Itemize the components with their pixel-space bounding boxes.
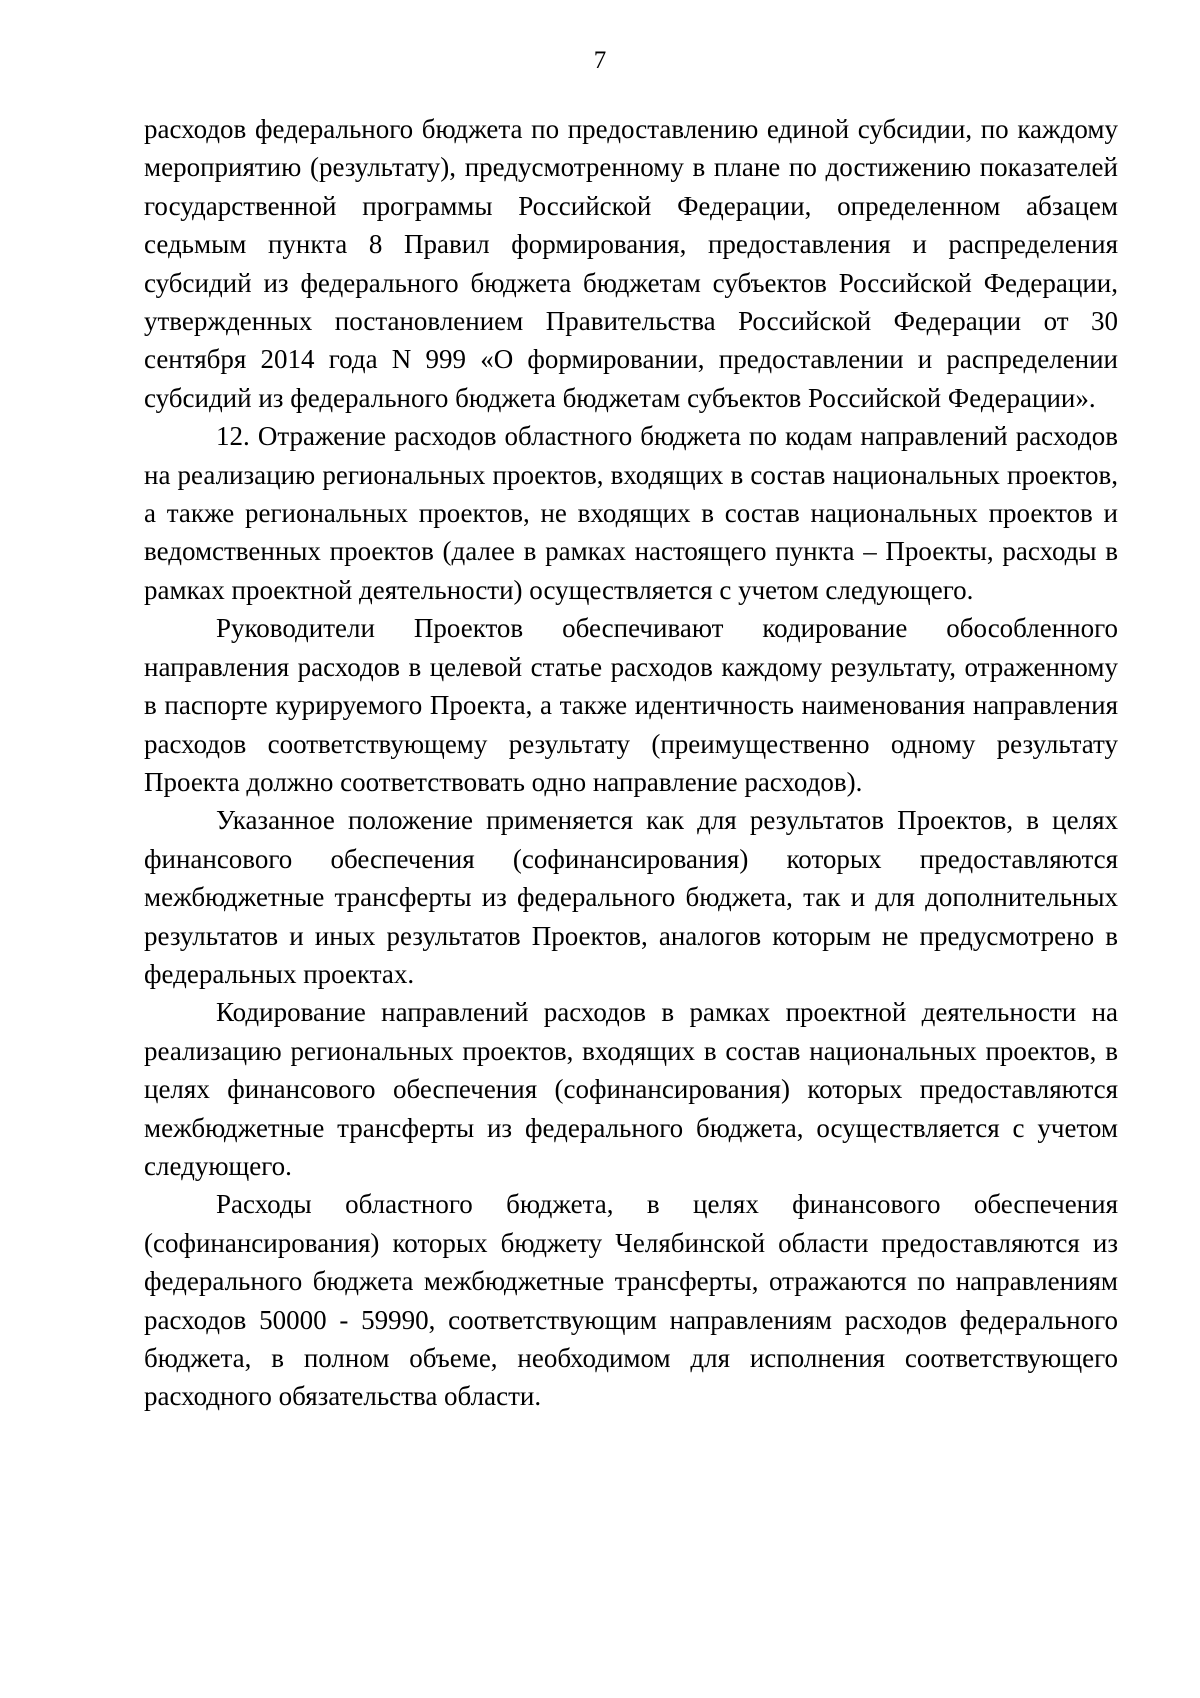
paragraph-continuation: расходов федерального бюджета по предоставлению единой субсидии, по каждому мероприятию (результату), предусмотренному в плане по достижению показателей государственной программы Российской Федерации, определенном абзацем седьмым пункта 8 Правил формирования, предоставления и распределения субсидий из федерального бюджета бюджетам субъектов Российской Федерации, утвержденных постановлением Правительства Российской Федерации от 30 сентября 2014 года N 999 «О формировании, предоставлении и распределении субсидий из федерального бюджета бюджетам субъектов Российской Федерации». [144, 114, 1118, 413]
paragraph-item-12: 12. Отражение расходов областного бюджета по кодам направлений расходов на реализацию региональных проектов, входящих в состав национальных проектов, а также региональных проектов, не входящих в состав национальных проектов и ведомственных проектов (далее в рамках настоящего пункта – Проекты, расходы в рамках проектной деятельности) осуществляется с учетом следующего. [144, 421, 1118, 605]
paragraph-provision-scope: Указанное положение применяется как для результатов Проектов, в целях финансового обеспечения (софинансирования) которых предоставляются межбюджетные трансферты из федерального бюджета, так и для дополнительных результатов и иных результатов Проектов, аналогов которым не предусмотрено в федеральных проектах. [144, 805, 1118, 989]
paragraph-regional-expenses: Расходы областного бюджета, в целях финансового обеспечения (софинансирования) которых бюджету Челябинской области предоставляются из федерального бюджета межбюджетные трансферты, отражаются по направлениям расходов 50000 - 59990, соответствующим направлениям расходов федерального бюджета, в полном объеме, необходимом для исполнения соответствующего расходного обязательства области. [144, 1189, 1118, 1412]
paragraph-coding-rules: Кодирование направлений расходов в рамках проектной деятельности на реализацию региональных проектов, входящих в состав национальных проектов, в целях финансового обеспечения (софинансирования) которых предоставляются межбюджетные трансферты из федерального бюджета, осуществляется с учетом следующего. [144, 997, 1118, 1181]
document-body [144, 110, 1118, 1416]
page-number: 7 [593, 47, 607, 74]
paragraph-project-leaders: Руководители Проектов обеспечивают кодирование обособленного направления расходов в целевой статье расходов каждому результату, отраженному в паспорте курируемого Проекта, а также идентичность наименования направления расходов соответствующему результату (преимущественно одному результату Проекта должно соответствовать одно направление расходов). [144, 613, 1118, 797]
